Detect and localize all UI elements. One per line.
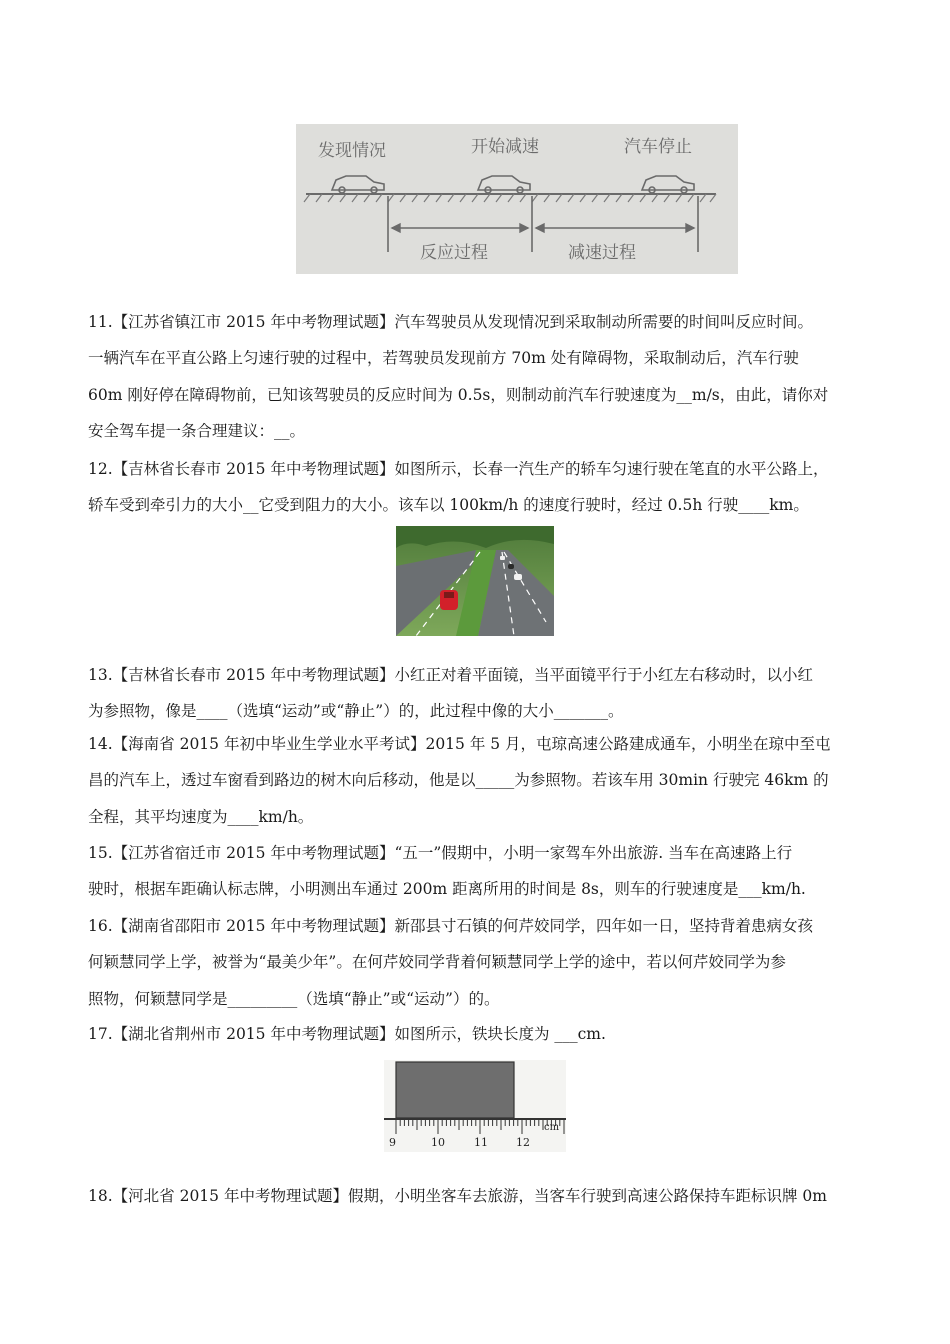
label-braking: 减速过程 <box>568 243 636 263</box>
ruler-edge <box>384 1118 566 1120</box>
car-icon <box>332 176 384 193</box>
question-line: 15.【江苏省宿迁市 2015 年中考物理试题】“五一”假期中，小明一家驾车外出旅游. 当车在高速路上行 <box>88 844 793 862</box>
question-line: 照物，何颖慧同学是_________（选填“静止”或“运动”）的。 <box>88 989 500 1008</box>
road-hatching <box>304 194 716 202</box>
question-line: 18.【河北省 2015 年中考物理试题】假期，小明坐客车去旅游，当客车行驶到高速公路保持车距标识牌 0m <box>88 1187 827 1205</box>
question-13 <box>88 657 864 730</box>
question-line: 16.【湖南省邵阳市 2015 年中考物理试题】新邵县寸石镇的何芹姣同学，四年如一日，坚持背着患病女孩 <box>88 917 813 935</box>
question-line: 13.【吉林省长春市 2015 年中考物理试题】小红正对着平面镜，当平面镜平行于小红左右移动时，以小红 <box>88 666 813 684</box>
label-stop: 汽车停止 <box>624 137 692 157</box>
question-line: 昌的汽车上，透过车窗看到路边的树木向后移动，他是以_____为参照物。若该车用 30min 行驶完 46km 的 <box>88 771 829 790</box>
car-icon <box>642 176 694 193</box>
ruler-tick-label: 11 <box>474 1136 488 1149</box>
question-line: 12.【吉林省长春市 2015 年中考物理试题】如图所示，长春一汽生产的轿车匀速行驶在笔直的水平公路上， <box>88 460 829 478</box>
question-14 <box>88 726 864 835</box>
ruler-ticks <box>396 1120 564 1134</box>
question-line: 为参照物，像是____（选填“运动”或“静止”）的，此过程中像的大小_______。 <box>88 702 624 721</box>
question-line: 11.【江苏省镇江市 2015 年中考物理试题】汽车驾驶员从发现情况到采取制动所需要的时间叫反应时间。 <box>88 313 813 331</box>
label-decelerate: 开始减速 <box>471 137 539 157</box>
braking-process-figure <box>296 124 738 274</box>
question-line: 14.【海南省 2015 年初中毕业生学业水平考试】2015 年 5 月，屯琼高速公路建成通车，小明坐在琼中至屯 <box>88 735 831 753</box>
iron-block <box>396 1062 514 1118</box>
question-line: 60m 刚好停在障碍物前，已知该驾驶员的反应时间为 0.5s，则制动前汽车行驶速度为__m/s，由此，请你对 <box>88 385 829 404</box>
car-icon <box>478 176 530 193</box>
ruler-tick-label: 12 <box>516 1136 530 1149</box>
question-18 <box>88 1178 864 1214</box>
question-15 <box>88 835 864 908</box>
question-line: 轿车受到牵引力的大小__它受到阻力的大小。该车以 100km/h 的速度行驶时，经过 0.5h 行驶____km。 <box>88 496 809 515</box>
label-detect: 发现情况 <box>318 141 386 161</box>
question-line: 17.【湖北省荆州市 2015 年中考物理试题】如图所示，铁块长度为 ___cm. <box>88 1025 606 1043</box>
ruler-figure <box>384 1060 566 1152</box>
question-line: 安全驾车提一条合理建议：__。 <box>88 422 306 441</box>
question-11 <box>88 304 864 450</box>
question-17 <box>88 1016 864 1052</box>
question-line: 驶时，根据车距确认标志牌，小明测出车通过 200m 距离所用的时间是 8s，则车的行驶速度是___km/h. <box>88 880 806 899</box>
question-line: 全程，其平均速度为____km/h。 <box>88 807 314 826</box>
question-line: 一辆汽车在平直公路上匀速行驶的过程中，若驾驶员发现前方 70m 处有障碍物，采取制动后，汽车行驶 <box>88 349 799 368</box>
question-12 <box>88 451 864 524</box>
braking-diagram <box>296 124 738 274</box>
question-16 <box>88 908 864 1017</box>
highway-photo <box>396 526 554 636</box>
ruler-tick-label: 10 <box>431 1136 445 1149</box>
ruler-tick-label: 9 <box>389 1136 396 1149</box>
label-reaction: 反应过程 <box>420 243 488 263</box>
question-line: 何颖慧同学上学，被誉为“最美少年”。在何芹姣同学背着何颖慧同学上学的途中，若以何芹姣同学为参 <box>88 953 786 972</box>
ruler-unit: cm <box>544 1122 560 1133</box>
dimension-arrows <box>392 224 694 232</box>
